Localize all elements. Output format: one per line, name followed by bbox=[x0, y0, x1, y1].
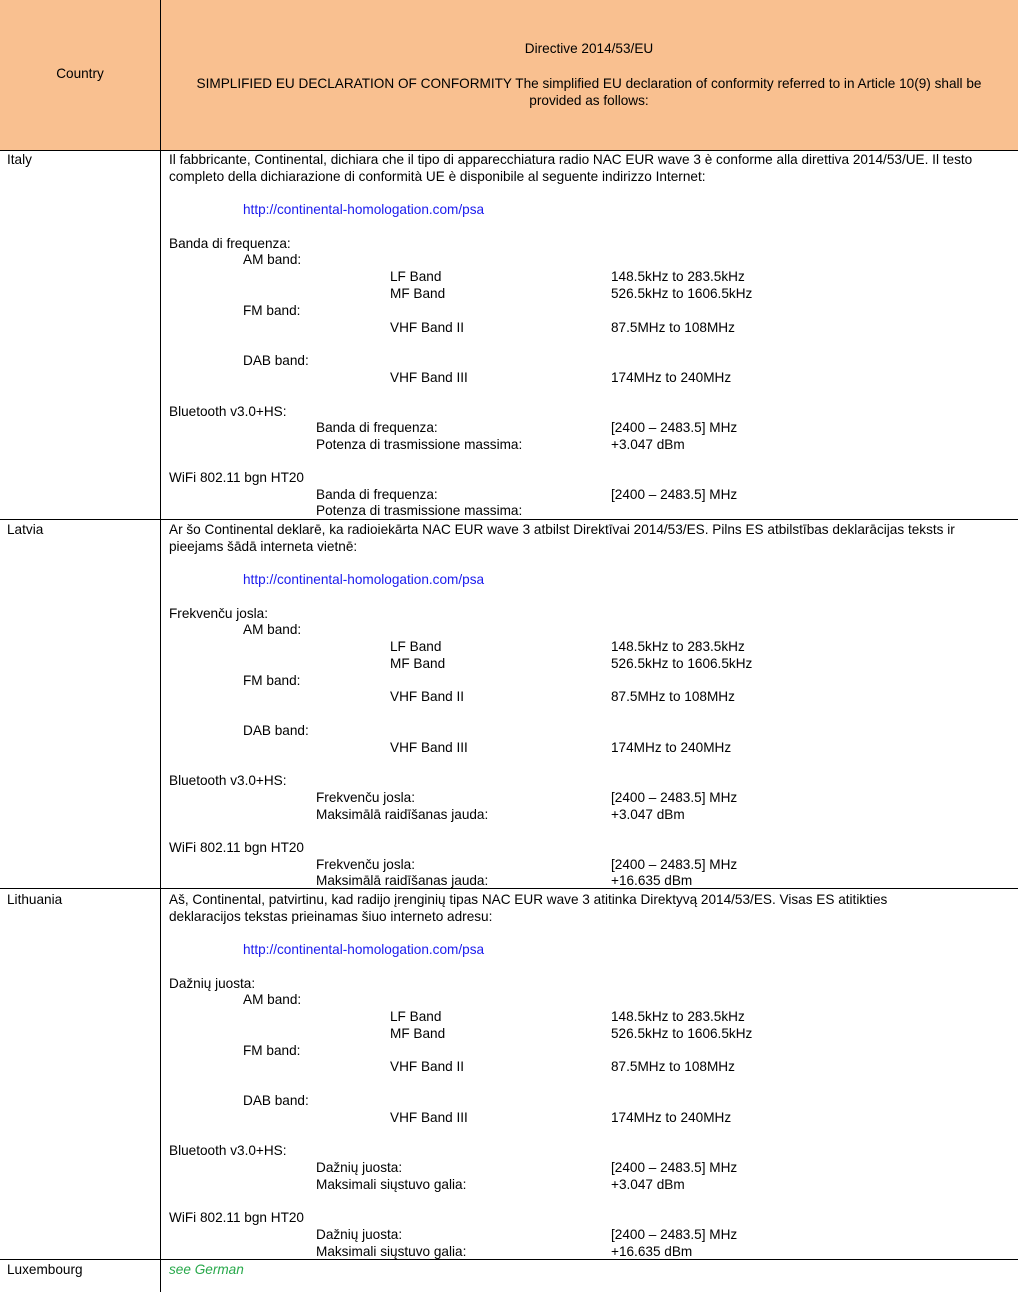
row-divider bbox=[0, 1259, 1018, 1260]
lithuania-am-band: AM band: bbox=[243, 992, 302, 1007]
latvia-vhf2-range: 87.5MHz to 108MHz bbox=[611, 689, 735, 704]
latvia-lf-band: LF Band bbox=[390, 639, 442, 654]
lithuania-bt-power-label: Maksimali siųstuvo galia: bbox=[316, 1177, 467, 1192]
latvia-dab-band: DAB band: bbox=[243, 723, 309, 738]
italy-dab-band: DAB band: bbox=[243, 353, 309, 368]
latvia-bt-freq-value: [2400 – 2483.5] MHz bbox=[611, 790, 738, 805]
italy-vhf2-range: 87.5MHz to 108MHz bbox=[611, 320, 735, 335]
country-luxembourg: Luxembourg bbox=[7, 1262, 83, 1277]
latvia-wifi-title: WiFi 802.11 bgn HT20 bbox=[169, 840, 304, 855]
latvia-freq-heading: Frekvenču josla: bbox=[169, 606, 268, 621]
latvia-am-band: AM band: bbox=[243, 622, 302, 637]
header-divider bbox=[160, 0, 161, 150]
lithuania-vhf3-range: 174MHz to 240MHz bbox=[611, 1110, 732, 1125]
italy-vhf3: VHF Band III bbox=[390, 370, 468, 385]
lithuania-vhf2: VHF Band II bbox=[390, 1059, 465, 1074]
row-divider bbox=[0, 519, 1018, 520]
italy-wifi-freq-label: Banda di frequenza: bbox=[316, 487, 438, 502]
lithuania-fm-band: FM band: bbox=[243, 1043, 301, 1058]
latvia-url-link[interactable]: http://continental-homologation.com/psa bbox=[243, 572, 485, 587]
latvia-bt-power-label: Maksimālā raidīšanas jauda: bbox=[316, 807, 489, 822]
latvia-bt-power-value: +3.047 dBm bbox=[611, 807, 685, 822]
italy-url-link[interactable]: http://continental-homologation.com/psa bbox=[243, 202, 485, 217]
lithuania-dab-band: DAB band: bbox=[243, 1093, 309, 1108]
latvia-vhf3-range: 174MHz to 240MHz bbox=[611, 740, 732, 755]
italy-wifi-title: WiFi 802.11 bgn HT20 bbox=[169, 470, 304, 485]
lithuania-bt-power-value: +3.047 dBm bbox=[611, 1177, 685, 1192]
latvia-bt-freq-label: Frekvenču josla: bbox=[316, 790, 415, 805]
latvia-vhf2: VHF Band II bbox=[390, 689, 465, 704]
country-latvia: Latvia bbox=[7, 522, 44, 537]
latvia-wifi-power-value: +16.635 dBm bbox=[611, 873, 693, 888]
header-country-label: Country bbox=[56, 66, 104, 81]
luxembourg-see-german-note: see German bbox=[169, 1262, 244, 1277]
italy-bt-title: Bluetooth v3.0+HS: bbox=[169, 404, 287, 419]
lithuania-wifi-power-value: +16.635 dBm bbox=[611, 1244, 693, 1259]
latvia-wifi-freq-value: [2400 – 2483.5] MHz bbox=[611, 857, 738, 872]
header-directive: Directive 2014/53/EU bbox=[524, 41, 654, 56]
lithuania-wifi-title: WiFi 802.11 bgn HT20 bbox=[169, 1210, 304, 1225]
row-divider bbox=[0, 888, 1018, 889]
italy-bt-power-label: Potenza di trasmissione massima: bbox=[316, 437, 523, 452]
country-italy: Italy bbox=[7, 152, 32, 167]
italy-wifi-freq-value: [2400 – 2483.5] MHz bbox=[611, 487, 738, 502]
latvia-declaration: Ar šo Continental deklarē, ka radioiekārta NAC EUR wave 3 atbilst Direktīvai 2014/53/ES. Pilns ES atbilstības deklarācijas teksts ir pieejams šādā interneta vietnē: bbox=[169, 522, 955, 554]
lithuania-vhf2-range: 87.5MHz to 108MHz bbox=[611, 1059, 735, 1074]
lithuania-mf-range: 526.5kHz to 1606.5kHz bbox=[611, 1026, 753, 1041]
latvia-mf-band: MF Band bbox=[390, 656, 446, 671]
lithuania-lf-band: LF Band bbox=[390, 1009, 442, 1024]
italy-bt-freq-value: [2400 – 2483.5] MHz bbox=[611, 420, 738, 435]
lithuania-bt-freq-label: Dažnių juosta: bbox=[316, 1160, 403, 1175]
lithuania-bt-title: Bluetooth v3.0+HS: bbox=[169, 1143, 287, 1158]
lithuania-url-link[interactable]: http://continental-homologation.com/psa bbox=[243, 942, 485, 957]
country-lithuania: Lithuania bbox=[7, 892, 63, 907]
latvia-vhf3: VHF Band III bbox=[390, 740, 468, 755]
latvia-lf-range: 148.5kHz to 283.5kHz bbox=[611, 639, 745, 654]
latvia-wifi-freq-label: Frekvenču josla: bbox=[316, 857, 415, 872]
lithuania-mf-band: MF Band bbox=[390, 1026, 446, 1041]
lithuania-vhf3: VHF Band III bbox=[390, 1110, 468, 1125]
italy-declaration: Il fabbricante, Continental, dichiara che il tipo di apparecchiatura radio NAC EUR wave 3 è conforme alla direttiva 2014/53/UE. Il testo completo della dichiarazione di conformità UE è disponibile al seguente indirizzo Internet: bbox=[169, 152, 973, 184]
italy-lf-band: LF Band bbox=[390, 269, 442, 284]
column-divider bbox=[160, 151, 161, 1292]
italy-mf-range: 526.5kHz to 1606.5kHz bbox=[611, 286, 753, 301]
lithuania-lf-range: 148.5kHz to 283.5kHz bbox=[611, 1009, 745, 1024]
italy-vhf2: VHF Band II bbox=[390, 320, 465, 335]
italy-lf-range: 148.5kHz to 283.5kHz bbox=[611, 269, 745, 284]
lithuania-bt-freq-value: [2400 – 2483.5] MHz bbox=[611, 1160, 738, 1175]
italy-freq-heading: Banda di frequenza: bbox=[169, 236, 291, 251]
italy-wifi-power-label: Potenza di trasmissione massima: bbox=[316, 503, 523, 518]
lithuania-wifi-freq-label: Dažnių juosta: bbox=[316, 1227, 403, 1242]
latvia-bt-title: Bluetooth v3.0+HS: bbox=[169, 773, 287, 788]
latvia-mf-range: 526.5kHz to 1606.5kHz bbox=[611, 656, 753, 671]
italy-fm-band: FM band: bbox=[243, 303, 301, 318]
italy-mf-band: MF Band bbox=[390, 286, 446, 301]
lithuania-declaration: Aš, Continental, patvirtinu, kad radijo įrenginių tipas NAC EUR wave 3 atitinka Direktyvą 2014/53/ES. Visas ES atitikties deklaracijos tekstas prieinamas šiuo interneto adresu: bbox=[169, 892, 888, 924]
lithuania-freq-heading: Dažnių juosta: bbox=[169, 976, 256, 991]
lithuania-wifi-power-label: Maksimali siųstuvo galia: bbox=[316, 1244, 467, 1259]
latvia-fm-band: FM band: bbox=[243, 673, 301, 688]
lithuania-wifi-freq-value: [2400 – 2483.5] MHz bbox=[611, 1227, 738, 1242]
italy-bt-freq-label: Banda di frequenza: bbox=[316, 420, 438, 435]
italy-am-band: AM band: bbox=[243, 252, 302, 267]
latvia-wifi-power-label: Maksimālā raidīšanas jauda: bbox=[316, 873, 489, 888]
italy-vhf3-range: 174MHz to 240MHz bbox=[611, 370, 732, 385]
header-subtitle: SIMPLIFIED EU DECLARATION OF CONFORMITY The simplified EU declaration of conformity referred to in Article 10(9) shall be provided as follows: bbox=[196, 76, 982, 108]
italy-bt-power-value: +3.047 dBm bbox=[611, 437, 685, 452]
